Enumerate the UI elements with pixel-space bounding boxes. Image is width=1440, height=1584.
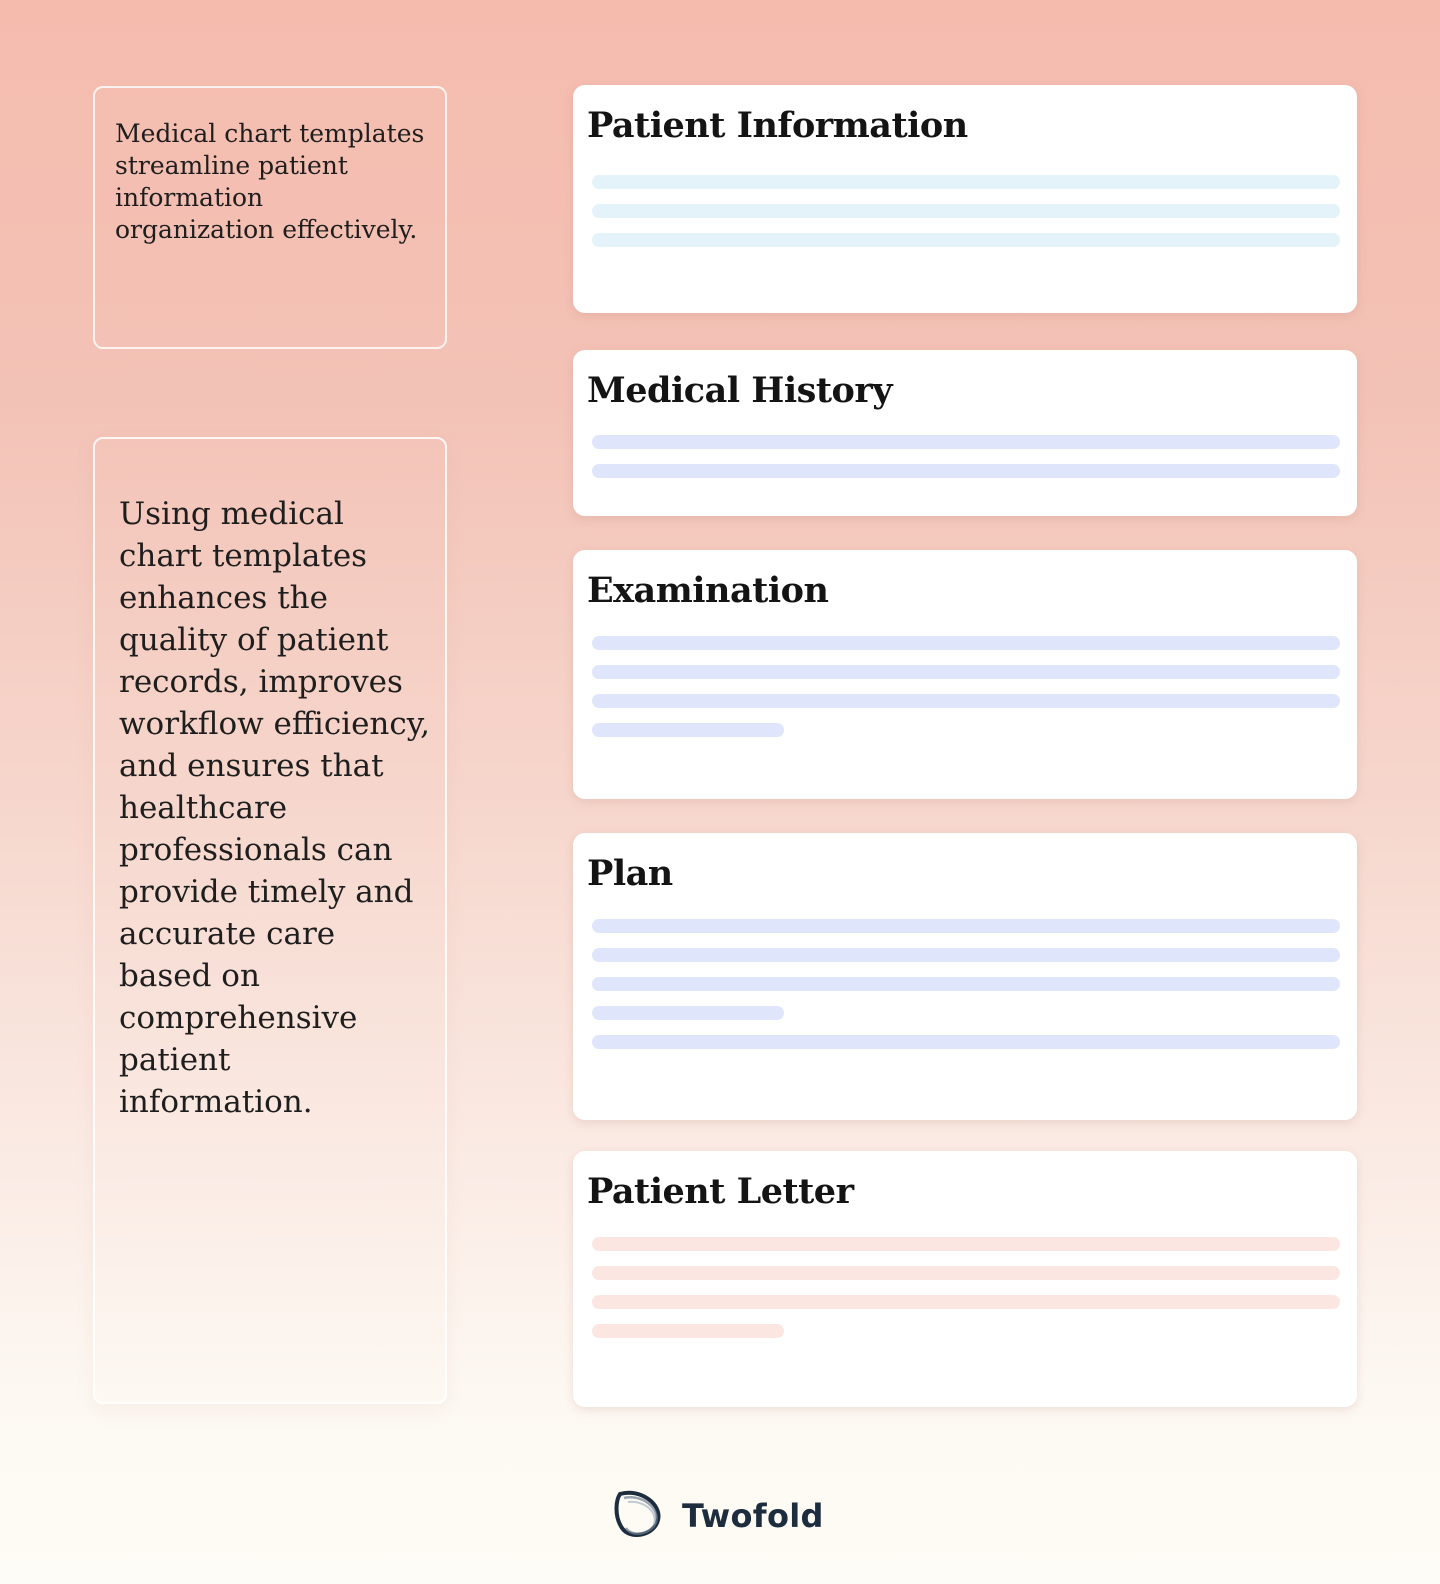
placeholder-line [592, 1035, 1340, 1049]
plan-title: Plan [587, 853, 673, 894]
plan-card [573, 833, 1357, 1120]
placeholder-line [592, 977, 1340, 991]
patient-letter-placeholder [587, 1237, 1339, 1338]
placeholder-line [592, 1006, 784, 1020]
examination-card [573, 550, 1357, 799]
patient-information-card [573, 85, 1357, 313]
medical-history-card [573, 350, 1357, 516]
medical-history-placeholder [587, 435, 1339, 478]
medical-history-title: Medical History [587, 370, 893, 411]
placeholder-line [592, 723, 784, 737]
placeholder-line [592, 919, 1340, 933]
benefits-note-text: Using medical chart templates enhances the quality of patient records, improves workflow efficiency, and ensures that healthcare professionals can provide timely and accurate care based on comprehensive patient information. [119, 496, 431, 1120]
patient-information-placeholder [587, 175, 1339, 247]
benefits-note [93, 437, 447, 1404]
examination-placeholder [587, 636, 1339, 737]
placeholder-line [592, 948, 1340, 962]
plan-placeholder [587, 919, 1339, 1049]
placeholder-line [592, 464, 1340, 478]
brand-logo [610, 1488, 824, 1544]
placeholder-line [592, 233, 1340, 247]
summary-note [93, 86, 447, 349]
placeholder-line [592, 435, 1340, 449]
patient-letter-title: Patient Letter [587, 1171, 854, 1212]
patient-information-title: Patient Information [587, 105, 968, 146]
summary-note-text: Medical chart templates streamline patient information organization effectively. [115, 119, 425, 244]
brand-name: Twofold [682, 1497, 824, 1535]
twofold-logo-icon [610, 1486, 666, 1546]
placeholder-line [592, 1324, 784, 1338]
placeholder-line [592, 1237, 1340, 1251]
placeholder-line [592, 204, 1340, 218]
placeholder-line [592, 175, 1340, 189]
placeholder-line [592, 1295, 1340, 1309]
placeholder-line [592, 1266, 1340, 1280]
patient-letter-card [573, 1151, 1357, 1407]
placeholder-line [592, 636, 1340, 650]
placeholder-line [592, 665, 1340, 679]
placeholder-line [592, 694, 1340, 708]
examination-title: Examination [587, 570, 829, 611]
